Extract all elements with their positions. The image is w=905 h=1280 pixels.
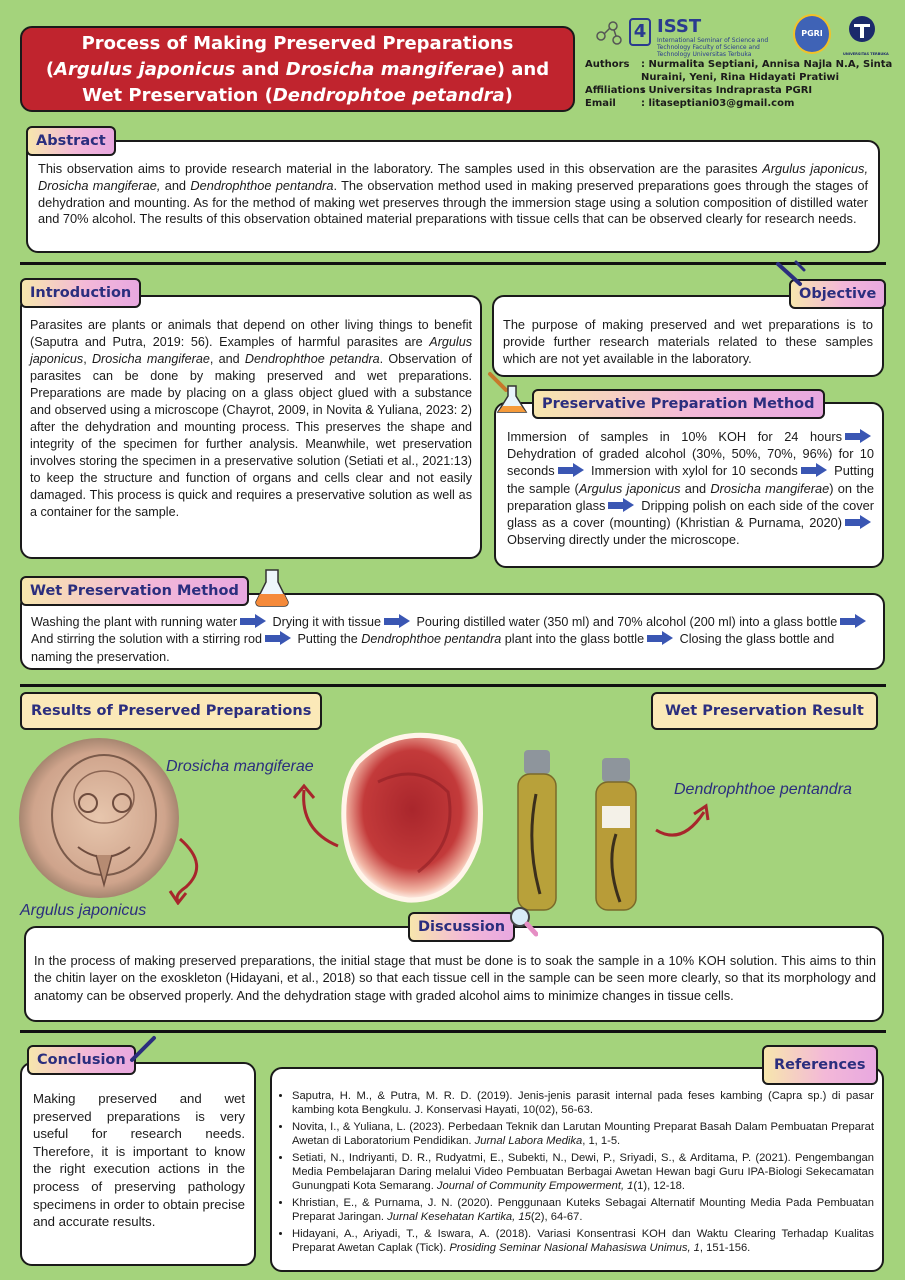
abstract-panel: This observation aims to provide research material in the laboratory. The samples used in this observation are the parasites Argulus japonicus, Drosicha mangiferae, and Dendrophthoe pentandra. The observation method used in making preserved preparations goes through the stages of dehydration and mounting. As for the method of making wet preserves through the immersion stage using a solution composition of distilled water and 70% alcohol. The results of this observation obtained material preparations with tissue cells that can be observed clearly for research needs. (26, 140, 880, 253)
reference-item: • Setiati, N., Indriyanti, D. R., Rudyatmi, E., Subekti, N., Dewi, P., Sriyadi, S., & Arditama, P. (2021). Pengembangan Media Pembelajaran Daring melalui Video Pembuatan Berbagai Awetan Hewan bagi Guru IPA-Biologi Sekecamatan Gunungpati Kota Semarang. Journal of Community Empowerment, 1(1), 12-18. (292, 1151, 874, 1194)
arrow-icon (240, 615, 266, 627)
objective-panel: The purpose of making preserved and wet preparations is to provide further research materials related to these samples which are not yet available in the laboratory. (492, 295, 884, 377)
introduction-heading: Introduction (20, 278, 141, 308)
magnifier-icon (508, 905, 538, 937)
isst-name: ISST (657, 16, 702, 37)
method-step-4: Putting the sample (Argulus japonicus and Drosicha mangiferae) on the preparation glass (507, 463, 875, 513)
preservative-method-heading: Preservative Preparation Method (532, 389, 825, 419)
flask-icon (486, 370, 532, 420)
curved-arrow-icon (652, 800, 712, 844)
discussion-heading: Discussion (408, 912, 515, 942)
arrow-icon (608, 499, 634, 511)
authors-row: Authors : Nurmalita Septiani, Annisa Najla N.A, Sinta Nuraini, Yeni, Rina Hidayati Pratiwi (585, 59, 893, 83)
arrow-icon (801, 464, 827, 476)
section-divider (20, 684, 886, 687)
logo-bar (595, 14, 889, 58)
email-row: Email : litaseptiani03@gmail.com (585, 98, 795, 109)
references-panel (270, 1067, 884, 1272)
isst-logo (595, 16, 785, 58)
wet-step-1: Washing the plant with running water (31, 615, 238, 629)
author-info (585, 58, 895, 110)
preservative-method-panel (494, 402, 884, 568)
arrow-icon (384, 615, 410, 627)
discussion-panel: In the process of making preserved preparations, the initial stage that must be done is to soak the sample in a 10% KOH solution. This aims to thin the chitin layer on the exoskleton (Hidayani, et al., 2018) so that each tissue cell in the sample can be seen more clearly, so that its morphology and anatomy can be observed properly. And the dehydration stage with graded alcohol aims to minimize changes in tissue cells. (24, 926, 884, 1022)
ut-emblem-icon (843, 14, 881, 48)
method-step-1: Immersion of samples in 10% KOH for 24 hours (507, 429, 842, 444)
arrow-icon (845, 516, 871, 528)
pgri-logo: PGRI (793, 14, 831, 54)
caption-dendro: Dendrophthoe pentandra (674, 781, 852, 798)
wet-step-4: And stirring the solution with a stirring rod (31, 632, 262, 647)
poster-title (20, 26, 575, 112)
wet-step-3: Pouring distilled water (350 ml) and 70% alcohol (200 ml) into a glass bottle (416, 615, 838, 629)
conclusion-panel: Making preserved and wet preserved preparations is very useful for research needs. Therefore, it is important to know the right execution actions in the process of preserving pathology specimens in order to obtain precise and accurate results. (20, 1062, 256, 1266)
introduction-panel: Parasites are plants or animals that depend on other living things to benefit (Saputra and Putra, 2019: 56). Examples of harmful parasites are Argulus japonicus, Drosicha mangiferae, and Dendrophthoe petandra. Observation of parasites can be done by making preserved and wet preparations. Preparations are made by placing on a glass object glued with a substance and observed using a microscope (Chayrot, 2009, in Novita & Yuliana, 2023: 2) after the dehydration and mounting process. This preserves the shape and integrity of the specimen for further analysis. Meanwhile, wet preservation involves storing the specimen in a preservative solution (Setiati et al., 2021:13) to keep the structure and function of organs and cells clear and not easily damaged. This process is quick and requires a preservative solution as well as a container for the sample. (20, 295, 482, 559)
arrow-icon (840, 615, 866, 627)
wet-step-6: Closing the glass bottle and naming the preservation. (31, 632, 835, 664)
method-step-3: Immersion with xylol for 10 seconds (591, 463, 798, 479)
method-step-2: Dehydration of graded alcohol (30%, 50%, 70%, 96%) for 10 seconds (507, 446, 874, 479)
caption-drosicha: Drosicha mangiferae (166, 758, 314, 775)
pin-icon (128, 1030, 164, 1066)
affiliations-row: Affiliations : Universitas Indraprasta PGRI (585, 85, 813, 96)
abstract-heading: Abstract (26, 126, 116, 156)
wet-step-2: Drying it with tissue (272, 615, 382, 629)
reference-item: • Saputra, H. M., & Putra, M. R. D. (2019). Jenis-jenis parasit internal pada feses kambing (Capra sp.) di pasar kambing kota Bengkulu. J. Konservasi Hayati, 10(02), 56-63. (292, 1089, 874, 1118)
reference-item: • Khristian, E., & Purnama, J. N. (2020). Penggunaan Kuteks Sebagai Alternatif Mounting Media Pada Pembuatan Preparat Jaringan. Jurnal Kesehatan Kartika, 15(2), 64-67. (292, 1196, 874, 1225)
references-heading: References (762, 1045, 878, 1085)
wet-results-heading: Wet Preservation Result (651, 692, 878, 730)
caption-argulus: Argulus japonicus (20, 902, 147, 919)
arrow-icon (265, 632, 291, 644)
method-step-6: Observing directly under the microscope. (507, 532, 740, 548)
objective-heading: Objective (789, 279, 886, 309)
wet-method-heading: Wet Preservation Method (20, 576, 249, 606)
isst-number: 4 (629, 18, 651, 46)
curved-arrow-icon (150, 835, 210, 905)
wet-step-5: Putting the Dendrophthoe pentandra plant into the glass bottle (297, 632, 645, 647)
isst-subtitle: International Seminar of Science and Technology Faculty of Science and Technology Universitas Terbuka (657, 37, 769, 58)
reference-item: • Novita, I., & Yuliana, L. (2023). Perbedaan Teknik dan Larutan Mounting Preparat Basah Dalam Pembuatan Preparat Awetan di Laboratorium Pendidikan. Jurnal Labora Medika, 1, 1-5. (292, 1120, 874, 1149)
conclusion-heading: Conclusion (27, 1045, 136, 1075)
arrow-icon (647, 632, 673, 644)
title-line-3: Wet Preservation (Dendrophtoe petandra) (82, 85, 513, 106)
title-line-1: Process of Making Preserved Preparations (81, 33, 514, 54)
reference-item: • Hidayani, A., Ariyadi, T., & Iswara, A. (2018). Variasi Konsentrasi KOH dan Waktu Clearing Terhadap Kualitas Preparat Awetan Caplak (Tick). Prosiding Seminar Nasional Mahasiswa Unimus, 1, 151-156. (292, 1227, 874, 1256)
arrow-icon (845, 430, 871, 442)
pin-icon (770, 258, 810, 294)
molecule-icon (595, 18, 625, 48)
preserved-results-heading: Results of Preserved Preparations (20, 692, 322, 730)
drosicha-mangiferae-photo (338, 722, 488, 904)
ut-logo: UNIVERSITAS TERBUKA (843, 14, 881, 56)
arrow-icon (558, 464, 584, 476)
title-line-2: (Argulus japonicus and Drosicha mangiferae) and (45, 59, 550, 80)
method-step-5: Dripping polish on each side of the cover glass as a cover (mounting) (Khristian & Purnama, 2020) (507, 497, 875, 531)
beaker-icon (252, 566, 292, 610)
section-divider (20, 262, 886, 265)
curved-arrow-icon (290, 780, 350, 850)
wet-preservation-bottles-photo (506, 734, 656, 914)
